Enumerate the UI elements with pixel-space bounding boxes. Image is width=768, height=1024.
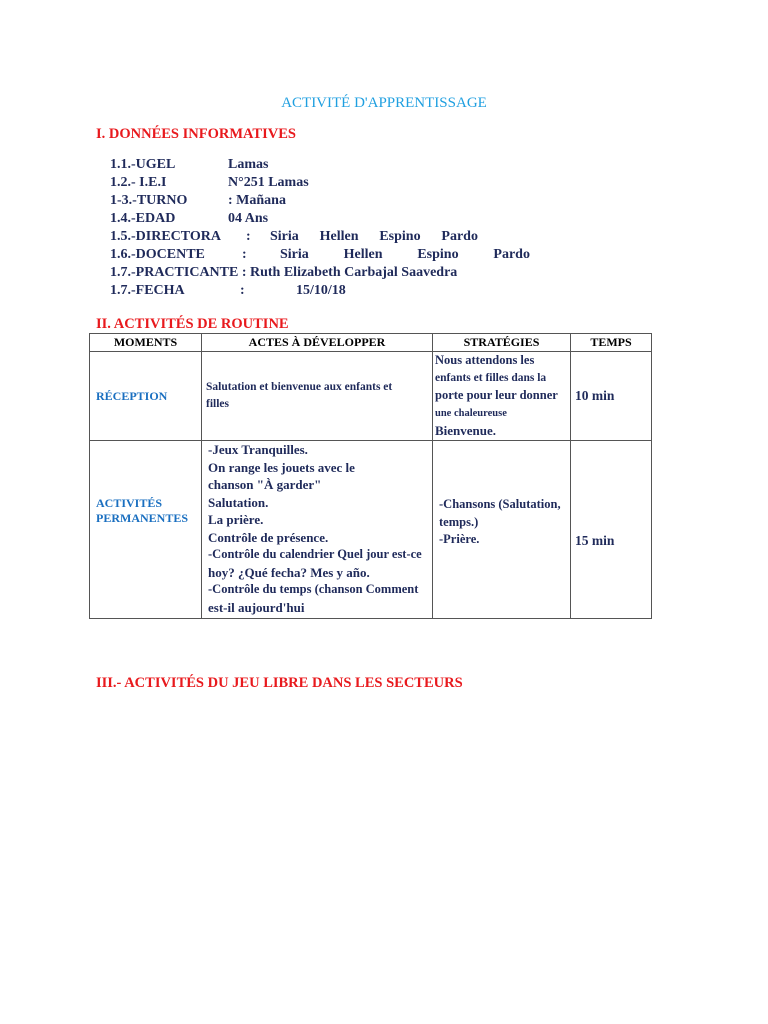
cell-line: Bienvenue. bbox=[435, 423, 497, 438]
actes-cell bbox=[202, 441, 433, 619]
column-header: MOMENTS bbox=[90, 334, 202, 352]
info-row-practicante bbox=[110, 264, 550, 282]
cell-line: enfants et filles dans la bbox=[435, 371, 547, 384]
info-row-turno bbox=[110, 192, 550, 210]
cell-line: porte pour leur donner bbox=[435, 388, 558, 402]
cell-line: filles bbox=[206, 398, 229, 410]
info-colon: : bbox=[246, 229, 251, 244]
strategies-cell bbox=[433, 352, 571, 441]
info-label: 1.7.-PRACTICANTE : Ruth Elizabeth Carbajal Saavedra bbox=[110, 265, 458, 280]
name-word: Espino bbox=[417, 247, 459, 262]
name-word: Pardo bbox=[441, 229, 478, 244]
cell-line: chanson "À garder" bbox=[208, 477, 322, 492]
info-row-directora bbox=[110, 228, 550, 246]
info-row-docente bbox=[110, 246, 550, 264]
column-header: STRATÉGIES bbox=[433, 334, 571, 352]
info-value: Lamas bbox=[228, 157, 269, 172]
moment-cell: RÉCEPTION bbox=[90, 352, 202, 441]
cell-line: temps.) bbox=[439, 514, 479, 529]
name-word: Pardo bbox=[493, 247, 530, 262]
section-heading-routine: II. ACTIVITÉS DE ROUTINE bbox=[96, 316, 289, 332]
name-word: Espino bbox=[379, 229, 421, 244]
info-label: 1.5.-DIRECTORA bbox=[110, 229, 221, 244]
cell-line: Salutation et bienvenue aux enfants et bbox=[206, 380, 393, 393]
cell-line: -Chansons (Salutation, bbox=[439, 497, 561, 512]
name-word: Hellen bbox=[343, 247, 383, 262]
info-value bbox=[270, 228, 478, 246]
info-value: : Mañana bbox=[228, 193, 286, 208]
table-header-row bbox=[90, 334, 652, 352]
info-row-iei bbox=[110, 174, 550, 192]
cell-line: Salutation. bbox=[208, 494, 269, 510]
cell-line: On range les jouets avec le bbox=[208, 459, 355, 475]
name-word: Siria bbox=[270, 229, 299, 244]
table-row bbox=[90, 441, 652, 619]
cell-line: est-il aujourd'hui bbox=[208, 599, 305, 615]
moment-line: PERMANENTES bbox=[96, 510, 189, 525]
info-label: 1-3.-TURNO bbox=[110, 193, 188, 208]
info-label: 1.4.-EDAD bbox=[110, 211, 176, 226]
cell-line: -Prière. bbox=[439, 532, 480, 547]
actes-cell bbox=[202, 352, 433, 441]
info-list bbox=[110, 156, 550, 300]
page-title: ACTIVITÉ D'APPRENTISSAGE bbox=[281, 95, 487, 111]
info-label: 1.7.-FECHA bbox=[110, 283, 185, 298]
moment-line: ACTIVITÉS bbox=[96, 495, 163, 510]
info-row-fecha bbox=[110, 282, 550, 300]
info-value: N°251 Lamas bbox=[228, 175, 309, 190]
info-colon: : bbox=[240, 283, 245, 298]
routine-table bbox=[89, 333, 652, 619]
cell-line: hoy? ¿Qué fecha? Mes y año. bbox=[208, 564, 370, 580]
section-heading-jeu-libre: III.- ACTIVITÉS DU JEU LIBRE DANS LES SECTEURS bbox=[96, 675, 463, 691]
name-word: Hellen bbox=[319, 229, 359, 244]
table-row bbox=[90, 352, 652, 441]
info-row-ugel bbox=[110, 156, 550, 174]
strategies-cell bbox=[433, 441, 571, 619]
info-value: 15/10/18 bbox=[296, 283, 346, 298]
section-heading-informatives: I. DONNÉES INFORMATIVES bbox=[96, 126, 296, 142]
info-label: 1.1.-UGEL bbox=[110, 157, 176, 172]
cell-line: -Contrôle du temps (chanson Comment bbox=[208, 582, 419, 596]
column-header: TEMPS bbox=[571, 334, 652, 352]
name-word: Siria bbox=[280, 247, 309, 262]
info-row-edad bbox=[110, 210, 550, 228]
info-label: 1.2.- I.E.I bbox=[110, 175, 167, 190]
cell-line: La prière. bbox=[208, 512, 264, 527]
info-value: 04 Ans bbox=[228, 211, 269, 226]
column-header: ACTES À DÉVELOPPER bbox=[202, 334, 433, 352]
cell-line: une chaleureuse bbox=[435, 407, 507, 419]
moment-cell bbox=[90, 441, 202, 619]
temps-cell: 15 min bbox=[571, 441, 652, 619]
cell-line: -Contrôle du calendrier Quel jour est-ce bbox=[208, 547, 422, 561]
info-colon: : bbox=[242, 247, 247, 262]
temps-cell: 10 min bbox=[571, 352, 652, 441]
info-value bbox=[280, 246, 530, 264]
info-label: 1.6.-DOCENTE bbox=[110, 247, 205, 262]
cell-line: -Jeux Tranquilles. bbox=[208, 442, 308, 457]
cell-line: Nous attendons les bbox=[435, 353, 535, 367]
cell-line: Contrôle de présence. bbox=[208, 529, 329, 545]
